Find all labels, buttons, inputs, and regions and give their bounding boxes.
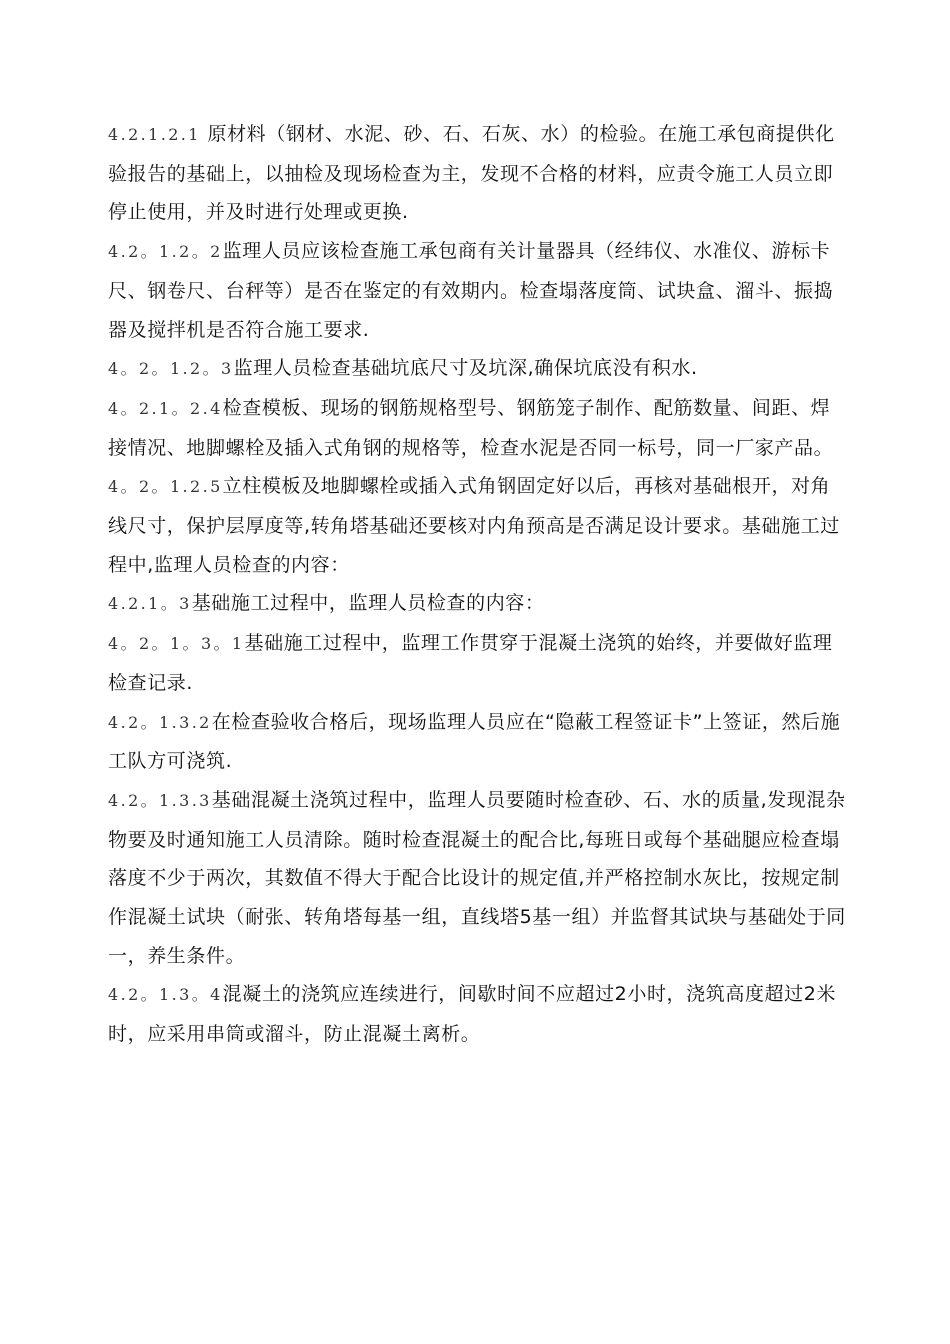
clause-text: 原材料（钢材、水泥、砂、石、石灰、水）的检验。在施工承包商提供化验报告的基础上，以抽检及现场检查为主，发现不合格的材料，应责令施工人员立即停止使用，并及时进行处理或更换. [108,123,835,224]
paragraph-4-2-1-3-3 [108,781,848,976]
clause-text: 立柱模板及地脚螺栓或插入式角钢固定好以后，再核对基础根开，对角线尺寸，保护层厚度等,转角塔基础还要核对内角预高是否满足设计要求。基础施工过程中,监理人员检查的内容： [108,475,840,576]
paragraph-4-2-1-3-2 [108,703,848,781]
clause-text: 监理人员检查基础坑底尺寸及坑深,确保坑底没有积水. [233,357,698,380]
paragraph-4-2-1-3 [108,584,848,624]
paragraph-4-2-1-2-5 [108,467,848,584]
clause-text: 在检查验收合格后，现场监理人员应在“隐蔽工程签证卡”上签证，然后施工队方可浇筑. [108,710,841,773]
clause-number: 4.2。1.3.3 [108,790,212,810]
clause-text: 基础混凝土浇筑过程中，监理人员要随时检查砂、石、水的质量,发现混杂物要及时通知施工人员清除。随时检查混凝土的配合比,每班日或每个基础腿应检查塌落度不少于两次，其数值不得大于配合比设计的规定值,并严格控制水灰比，按规定制作混凝土试块（耐张、转角塔每基一组，直线塔5基一组）并监督其试块与基础处于同一，养生条件。 [108,788,846,967]
paragraph-4-2-1-2-1 [108,115,848,232]
paragraph-4-2-1-2-4 [108,389,848,467]
paragraph-4-2-1-2-3 [108,349,848,389]
paragraph-4-2-1-3-1 [108,624,848,702]
clause-number: 4.2.1。3 [108,594,192,614]
clause-text: 检查模板、现场的钢筋规格型号、钢筋笼子制作、配筋数量、间距、焊接情况、地脚螺栓及插入式角钢的规格等，检查水泥是否同一标号，同一厂家产品。 [108,396,834,459]
clause-number: 4.2。1.3.2 [108,712,212,732]
clause-number: 4。2。1.2.5 [108,477,223,497]
document-body [108,115,848,1054]
paragraph-4-2-1-2-2 [108,232,848,349]
clause-text: 基础施工过程中，监理人员检查的内容： [191,592,545,615]
clause-number: 4.2.1.2.1 [108,125,201,144]
clause-text: 监理人员应该检查施工承包商有关计量器具（经纬仪、水准仪、游标卡尺、钢卷尺、台秤等）是否在鉴定的有效期内。检查塌落度筒、试块盒、溜斗、振捣器及搅拌机是否符合施工要求. [108,240,834,341]
clause-number: 4。2.1。2.4 [108,398,223,418]
clause-number: 4.2。1.3。4 [108,985,223,1005]
clause-number: 4.2。1.2。2 [108,242,223,262]
clause-number: 4。2。1.2。3 [108,359,234,379]
clause-number: 4。2。1。3。1 [108,634,245,654]
clause-text: 基础施工过程中，监理工作贯穿于混凝土浇筑的始终，并要做好监理检查记录. [108,632,833,694]
clause-text: 混凝土的浇筑应连续进行，间歇时间不应超过2小时，浇筑高度超过2米时，应采用串筒或溜斗，防止混凝土离析。 [108,983,837,1046]
paragraph-4-2-1-3-4 [108,975,848,1053]
